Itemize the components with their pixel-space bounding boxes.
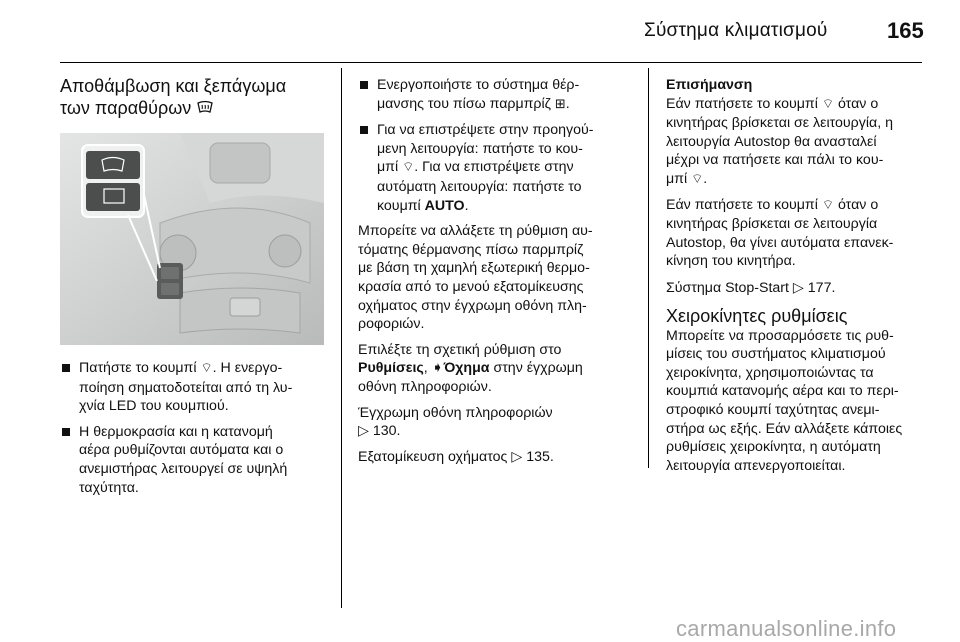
bullet-text: Για να επιστρέψετε στην προηγού- [377,122,594,139]
header-rule [60,62,922,63]
bullet-marker [360,126,368,134]
section-heading [60,75,324,119]
reference-arrow-icon: ▷ [792,279,804,296]
bullet-item [358,121,630,215]
menu-path-settings: Ρυθμίσεις [358,360,424,377]
climate-control-panel-photo [60,133,324,345]
heading-line-2: των παραθύρων [60,98,192,118]
menu-arrow-icon: ➧ [431,360,444,377]
bullet-text: αέρα ρυθμίζονται αυτόματα και ο [79,442,284,459]
column-1 [60,68,324,504]
bullet-text: Η θερμοκρασία και η κατανομή [79,423,273,440]
page-header [0,0,960,50]
bullet-text: μπί [377,159,403,176]
bullet-text: . Για να επιστρέψετε στην [414,159,574,176]
paragraph: Μπορείτε να αλλάξετε τη ρύθμιση αυ- τόματης θέρμανσης πίσω παρμπρίζ με βάση τη χαμηλή εξωτερική θερμο- κρασία από το μενού εξατομίκευσης οχήματος στην έγχρωμη οθόνη πλη- ροφοριών. [358,223,593,333]
rear-window-heating-icon: ⊞ [554,96,566,112]
column-2 [358,76,630,473]
windscreen-defrost-icon: ⌔ [200,361,213,376]
bullet-text: Πατήστε το κουμπί [79,360,201,376]
column-divider [341,68,342,608]
bullet-item [60,359,324,416]
note-paragraph: Εάν πατήσετε το κουμπί ⌔ όταν ο κινητήρας βρίσκεται σε λειτουργία, η λειτουργία Autostop θα ανασταλεί μέχρι να πατήσετε και πάλι το κου- μπί ⌔. [666,95,893,187]
paragraph: Επιλέξτε τη σχετική ρύθμιση στο Ρυθμίσεις, ➧Όχημα στην έγχρωμη οθόνη πληροφοριών. [358,341,583,395]
paragraph: Μπορείτε να προσαρμόσετε τις ρυθ- μίσεις του συστήματος κλιματισμού χειροκίνητα, χρησιμοποιώντας τα κουμπιά κατανομής αέρα και το περι- στροφικό κουμπί ταχύτητας ανεμι- στήρα ως εξής. Εάν αλλάξετε κάποιες ρυθμίσεις χειροκίνητα, η αυτόματη λειτουργία απενεργοποιείται. [666,327,903,474]
heading-line-1: Αποθάμβωση και ξεπάγωμα [60,76,287,96]
bullet-marker [360,81,368,89]
cross-reference: Σύστημα Stop-Start ▷ 177. [666,279,836,296]
bullet-text: ταχύτητα. [79,479,139,496]
note-box [666,76,938,271]
bullet-text: μενη λειτουργία: πατήστε το κου- [377,140,583,157]
windscreen-defrost-icon: ⌔ [821,197,835,213]
rear-window-defrost-icon [196,98,214,118]
bullet-item [358,76,630,114]
column-divider [648,68,649,468]
cross-reference: Εξατομίκευση οχήματος ▷ 135. [358,448,554,465]
note-title: Επισήμανση [666,77,753,93]
bullet-text: κουμπί [377,197,425,214]
cross-reference: Έγχρωμη οθόνη πληροφοριών ▷ 130. [358,404,553,440]
bullet-text: χνία LED του κουμπιού. [79,398,229,415]
bullet-text: . [464,197,469,214]
bullet-text: Ενεργοποιήστε το σύστημα θέρ- [377,77,580,93]
windscreen-defrost-icon: ⌔ [402,160,415,176]
bullet-text: ανεμιστήρας λειτουργεί σε υψηλή [79,460,288,477]
watermark: carmanualsonline.info [676,616,897,641]
bullet-text: . [565,95,570,112]
windscreen-defrost-icon: ⌔ [821,96,835,112]
bullet-text: ποίηση σηματοδοτείται από τη λυ- [79,379,293,396]
menu-path-vehicle: Όχημα [443,360,490,377]
page-number: 165 [887,18,924,43]
windscreen-defrost-icon: ⌔ [691,171,704,187]
bullet-text: αυτόματη λειτουργία: πατήστε το [377,178,582,195]
bullet-marker [62,364,70,372]
bullet-item [60,423,324,497]
bullet-marker [62,428,70,436]
section-heading: Χειροκίνητες ρυθμίσεις [666,305,848,326]
auto-label: AUTO [424,197,465,214]
column-3 [666,76,938,482]
bullet-text: μανσης του πίσω παρμπρίζ [377,95,555,112]
reference-arrow-icon: ▷ [358,423,369,440]
section-title: Σύστημα κλιματισμού [644,20,828,41]
reference-arrow-icon: ▷ [511,448,523,465]
bullet-text: . Η ενεργο- [212,360,283,376]
note-paragraph: Εάν πατήσετε το κουμπί ⌔ όταν ο κινητήρας βρίσκεται σε λειτουργία Autostop, θα γίνει αυτόματα επανεκ- κίνηση του κινητήρα. [666,196,894,270]
